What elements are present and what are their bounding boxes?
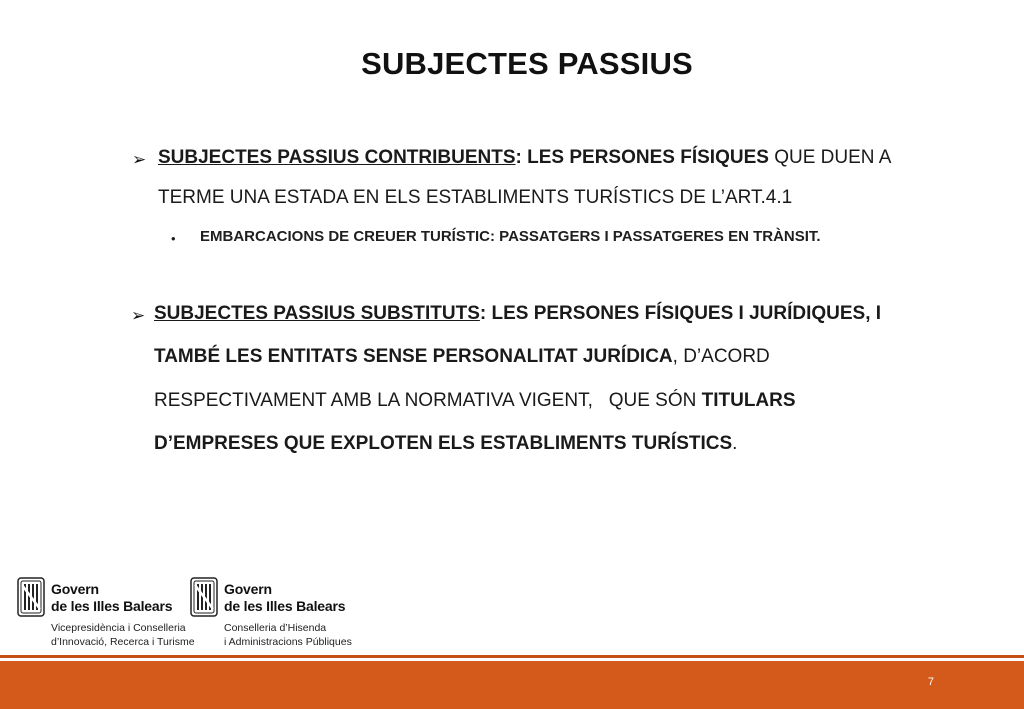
bullet1-bold-part: LES PERSONES FÍSIQUES <box>521 147 769 168</box>
bullet2-line2-rest: , D’ACORD <box>672 346 770 367</box>
bullet1-rest: QUE DUEN A <box>768 147 892 168</box>
page-number: 7 <box>927 676 934 688</box>
arrow-bullet-icon: ➢ <box>131 306 146 325</box>
bullet1-line2: TERME UNA ESTADA EN ELS ESTABLIMENTS TURÍSTICS DE L’ART.4.1 <box>158 187 793 208</box>
bullet2-line3 <box>154 390 796 412</box>
balearic-crest-icon <box>17 577 45 617</box>
bullet2-term: SUBJECTES PASSIUS SUBSTITUTS <box>154 303 480 324</box>
footer-bar <box>0 661 1024 709</box>
arrow-bullet-icon: ➢ <box>132 150 147 169</box>
bullet2-line3-bold: TITULARS <box>701 390 796 411</box>
govern-label: Govern <box>51 581 99 597</box>
bullet2-line1-bold: : LES PERSONES FÍSIQUES I JURÍDIQUES, I <box>479 303 882 324</box>
bullet2-line1 <box>154 303 881 325</box>
govern-label: Govern <box>224 581 272 597</box>
bullet1-term: SUBJECTES PASSIUS CONTRIBUENTS <box>158 147 516 168</box>
govern-subtitle: de les Illes Balears <box>224 598 346 614</box>
bullet2-line4-bold: D’EMPRESES QUE EXPLOTEN ELS ESTABLIMENTS TURÍSTICS <box>154 433 733 454</box>
bullet2-line2 <box>154 346 770 368</box>
balearic-crest-icon <box>190 577 218 617</box>
bullet1-line1 <box>158 147 891 169</box>
bullet1-colon: : <box>515 147 522 168</box>
department-line1: Conselleria d’Hisenda <box>224 622 327 634</box>
sub-bullet-text: EMBARCACIONS DE CREUER TURÍSTIC: PASSATGERS I PASSATGERES EN TRÀNSIT. <box>200 228 821 245</box>
govern-subtitle: de les Illes Balears <box>51 598 173 614</box>
slide-title: SUBJECTES PASSIUS <box>361 46 693 81</box>
bullet2-line3-normal: RESPECTIVAMENT AMB LA NORMATIVA VIGENT, QUE SÓN <box>154 390 702 411</box>
sub-bullet-icon: • <box>171 231 176 246</box>
bullet2-line4 <box>154 433 737 455</box>
department-line2: d’Innovació, Recerca i Turisme <box>51 636 195 648</box>
department-line2: i Administracions Públiques <box>224 636 352 648</box>
bullet2-line4-rest: . <box>732 433 738 454</box>
bullet2-line2-bold: TAMBÉ LES ENTITATS SENSE PERSONALITAT JURÍDICA <box>154 346 673 367</box>
department-line1: Vicepresidència i Conselleria <box>51 622 186 634</box>
footer-divider <box>0 655 1024 658</box>
